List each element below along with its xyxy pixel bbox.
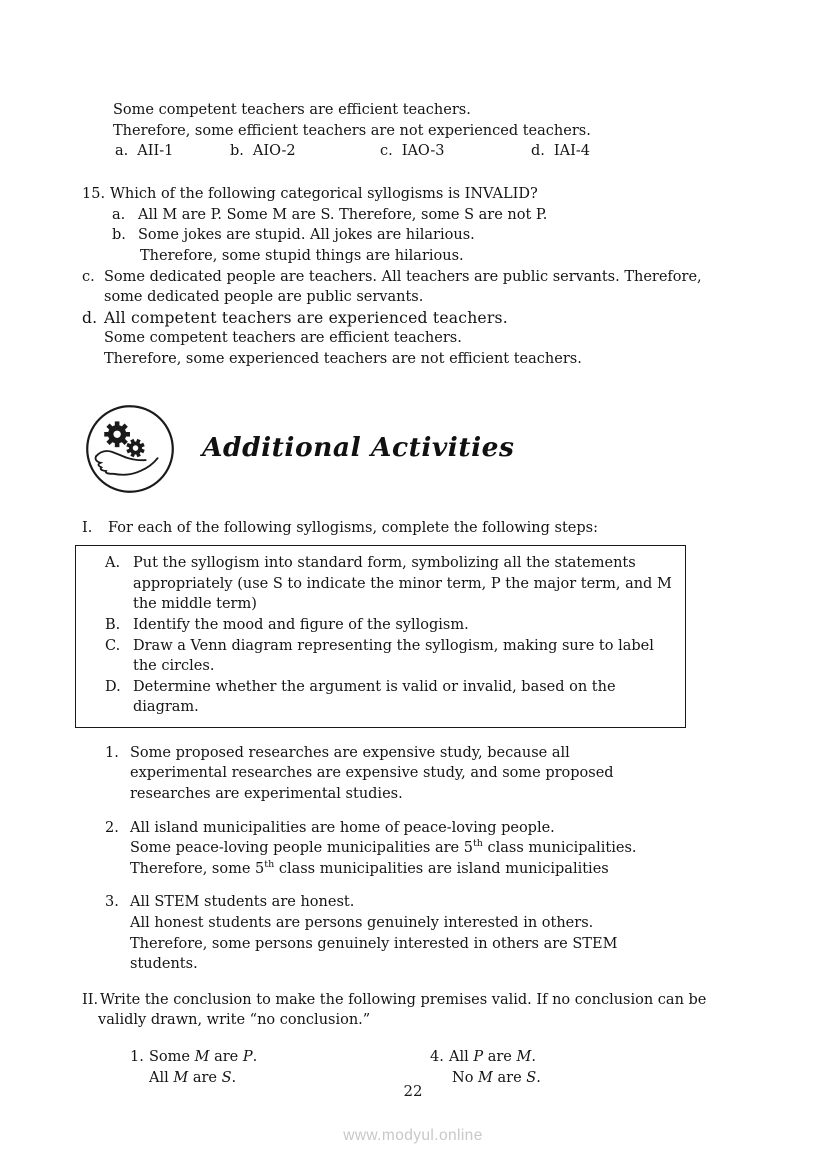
- exercise-line: Therefore, some 5th class municipalities are island municipalities: [130, 859, 609, 877]
- part-1-label: I.: [82, 519, 93, 536]
- premise-set-4-line-1: [430, 1047, 541, 1068]
- gears-in-hand-icon: [84, 403, 176, 495]
- option-d-label: d.: [531, 143, 545, 160]
- watermark: www.modyul.online: [343, 1127, 483, 1144]
- step-line: Determine whether the argument is valid or invalid, based on the: [133, 678, 616, 695]
- step-a-text: [133, 553, 672, 615]
- step-a: [105, 553, 673, 615]
- exercise-line: All honest students are persons genuinely interested in others.: [130, 915, 594, 932]
- q15-option-d: [82, 308, 826, 329]
- part-1-intro: [82, 518, 826, 539]
- q15-option-d-text: All competent teachers are experienced teachers.: [104, 308, 508, 327]
- part-2-label: II.: [82, 991, 99, 1008]
- exercise-1: [105, 743, 826, 805]
- q15-option-a: [112, 205, 826, 226]
- premise-set-4-line-2: No M are S.: [452, 1069, 541, 1086]
- gear-large-icon: [104, 421, 130, 447]
- premise-line: Some competent teachers are efficient teachers.: [113, 102, 471, 118]
- q15-option-c-text: Some dedicated people are teachers. All teachers are public servants. Therefore,: [104, 268, 702, 285]
- step-d-text: [133, 677, 616, 718]
- steps-box: [75, 545, 686, 728]
- step-line: diagram.: [133, 699, 199, 716]
- option-a-value: AII-1: [137, 143, 174, 160]
- exercise-2-text: [130, 818, 637, 880]
- q15-option-c-label: c.: [82, 268, 95, 285]
- exercise-2-number: 2.: [105, 819, 119, 836]
- conclusion-line: Therefore, some efficient teachers are not experienced teachers.: [113, 122, 591, 139]
- part-2-intro-text: Write the conclusion to make the following premises valid. If no conclusion can be: [100, 991, 707, 1008]
- step-b-text: [133, 615, 469, 636]
- question-15: [82, 184, 826, 205]
- step-c: [105, 636, 673, 677]
- exercise-1-text: [130, 743, 614, 805]
- step-line: the circles.: [133, 658, 215, 675]
- premise-text: Some M are P.: [149, 1049, 258, 1065]
- option-c: [380, 141, 444, 162]
- answer-options-row: [0, 141, 826, 162]
- exercise-3-number: 3.: [105, 894, 119, 911]
- q15-option-b-label: b.: [112, 227, 126, 244]
- exercise-line: Therefore, some persons genuinely interested in others are STEM: [130, 935, 618, 952]
- hand-icon: [96, 451, 158, 475]
- exercise-line: researches are experimental studies.: [130, 786, 403, 803]
- option-a: [115, 141, 173, 162]
- option-d: [531, 141, 590, 162]
- question-text: Which of the following categorical syllogisms is INVALID?: [110, 186, 538, 203]
- exercise-line: students.: [130, 956, 198, 973]
- step-c-label: C.: [105, 637, 121, 654]
- step-line: Identify the mood and figure of the syllogism.: [133, 616, 469, 633]
- q15-option-b: [112, 225, 826, 246]
- step-b-label: B.: [105, 616, 121, 633]
- step-line: Draw a Venn diagram representing the syllogism, making sure to label: [133, 637, 654, 654]
- question-number: 15.: [82, 186, 106, 203]
- option-c-value: IAO-3: [401, 143, 445, 160]
- part-2-intro-continuation: validly drawn, write “no conclusion.”: [98, 1012, 371, 1029]
- premise-set-1-number: 1.: [130, 1049, 144, 1065]
- section-header: [84, 403, 826, 495]
- part-2-intro: [82, 990, 826, 1011]
- question-15-block: [0, 184, 826, 369]
- option-a-label: a.: [115, 143, 129, 160]
- exercise-2: [105, 818, 826, 880]
- q15-option-c-continuation: some dedicated people are public servants.: [104, 289, 424, 306]
- exercise-line: Some peace-loving people municipalities are 5th class municipalities.: [130, 838, 637, 857]
- premise-set-1-line-1: [130, 1047, 430, 1068]
- question-14-block: [0, 100, 826, 162]
- q15-option-a-text: All M are P. Some M are S. Therefore, some S are not P.: [138, 206, 548, 223]
- option-c-label: c.: [380, 143, 393, 160]
- q15-option-b-continuation: Therefore, some stupid things are hilarious.: [140, 247, 464, 264]
- part-1-intro-text: For each of the following syllogisms, complete the following steps:: [108, 519, 598, 536]
- option-d-value: IAI-4: [553, 143, 590, 160]
- exercise-3-text: [130, 892, 617, 974]
- step-line: the middle term): [133, 596, 257, 613]
- q15-option-d-continuation: Some competent teachers are efficient teachers.: [104, 330, 462, 347]
- exercise-3: [105, 892, 826, 974]
- exercise-line: All STEM students are honest.: [130, 894, 355, 911]
- step-d: [105, 677, 673, 718]
- step-a-label: A.: [105, 555, 121, 572]
- gear-small-icon: [124, 436, 148, 460]
- q15-option-a-label: a.: [112, 206, 126, 223]
- step-line: Put the syllogism into standard form, symbolizing all the statements: [133, 555, 636, 572]
- step-c-text: [133, 636, 654, 677]
- option-b: [230, 141, 296, 162]
- exercise-1-number: 1.: [105, 744, 119, 761]
- exercise-line: Some proposed researches are expensive study, because all: [130, 744, 570, 761]
- q15-option-c: [82, 267, 826, 288]
- page-number: 22: [403, 1082, 423, 1100]
- premise-set-1-line-2: All M are S.: [149, 1069, 237, 1086]
- step-b: [105, 615, 673, 636]
- exercise-line: All island municipalities are home of peace-loving people.: [130, 819, 555, 836]
- q15-option-d-continuation: Therefore, some experienced teachers are not efficient teachers.: [104, 350, 582, 367]
- q15-option-b-text: Some jokes are stupid. All jokes are hilarious.: [138, 227, 475, 244]
- premise-set-4-number: 4.: [430, 1049, 444, 1065]
- option-b-value: AIO-2: [252, 143, 296, 160]
- section-title: Additional Activities: [202, 432, 515, 464]
- premise-text: All P are M.: [449, 1049, 536, 1065]
- exercise-line: experimental researches are expensive study, and some proposed: [130, 765, 614, 782]
- option-b-label: b.: [230, 143, 244, 160]
- step-line: appropriately (use S to indicate the minor term, P the major term, and M: [133, 575, 672, 592]
- step-d-label: D.: [105, 678, 121, 695]
- q15-option-d-label: d.: [82, 308, 98, 327]
